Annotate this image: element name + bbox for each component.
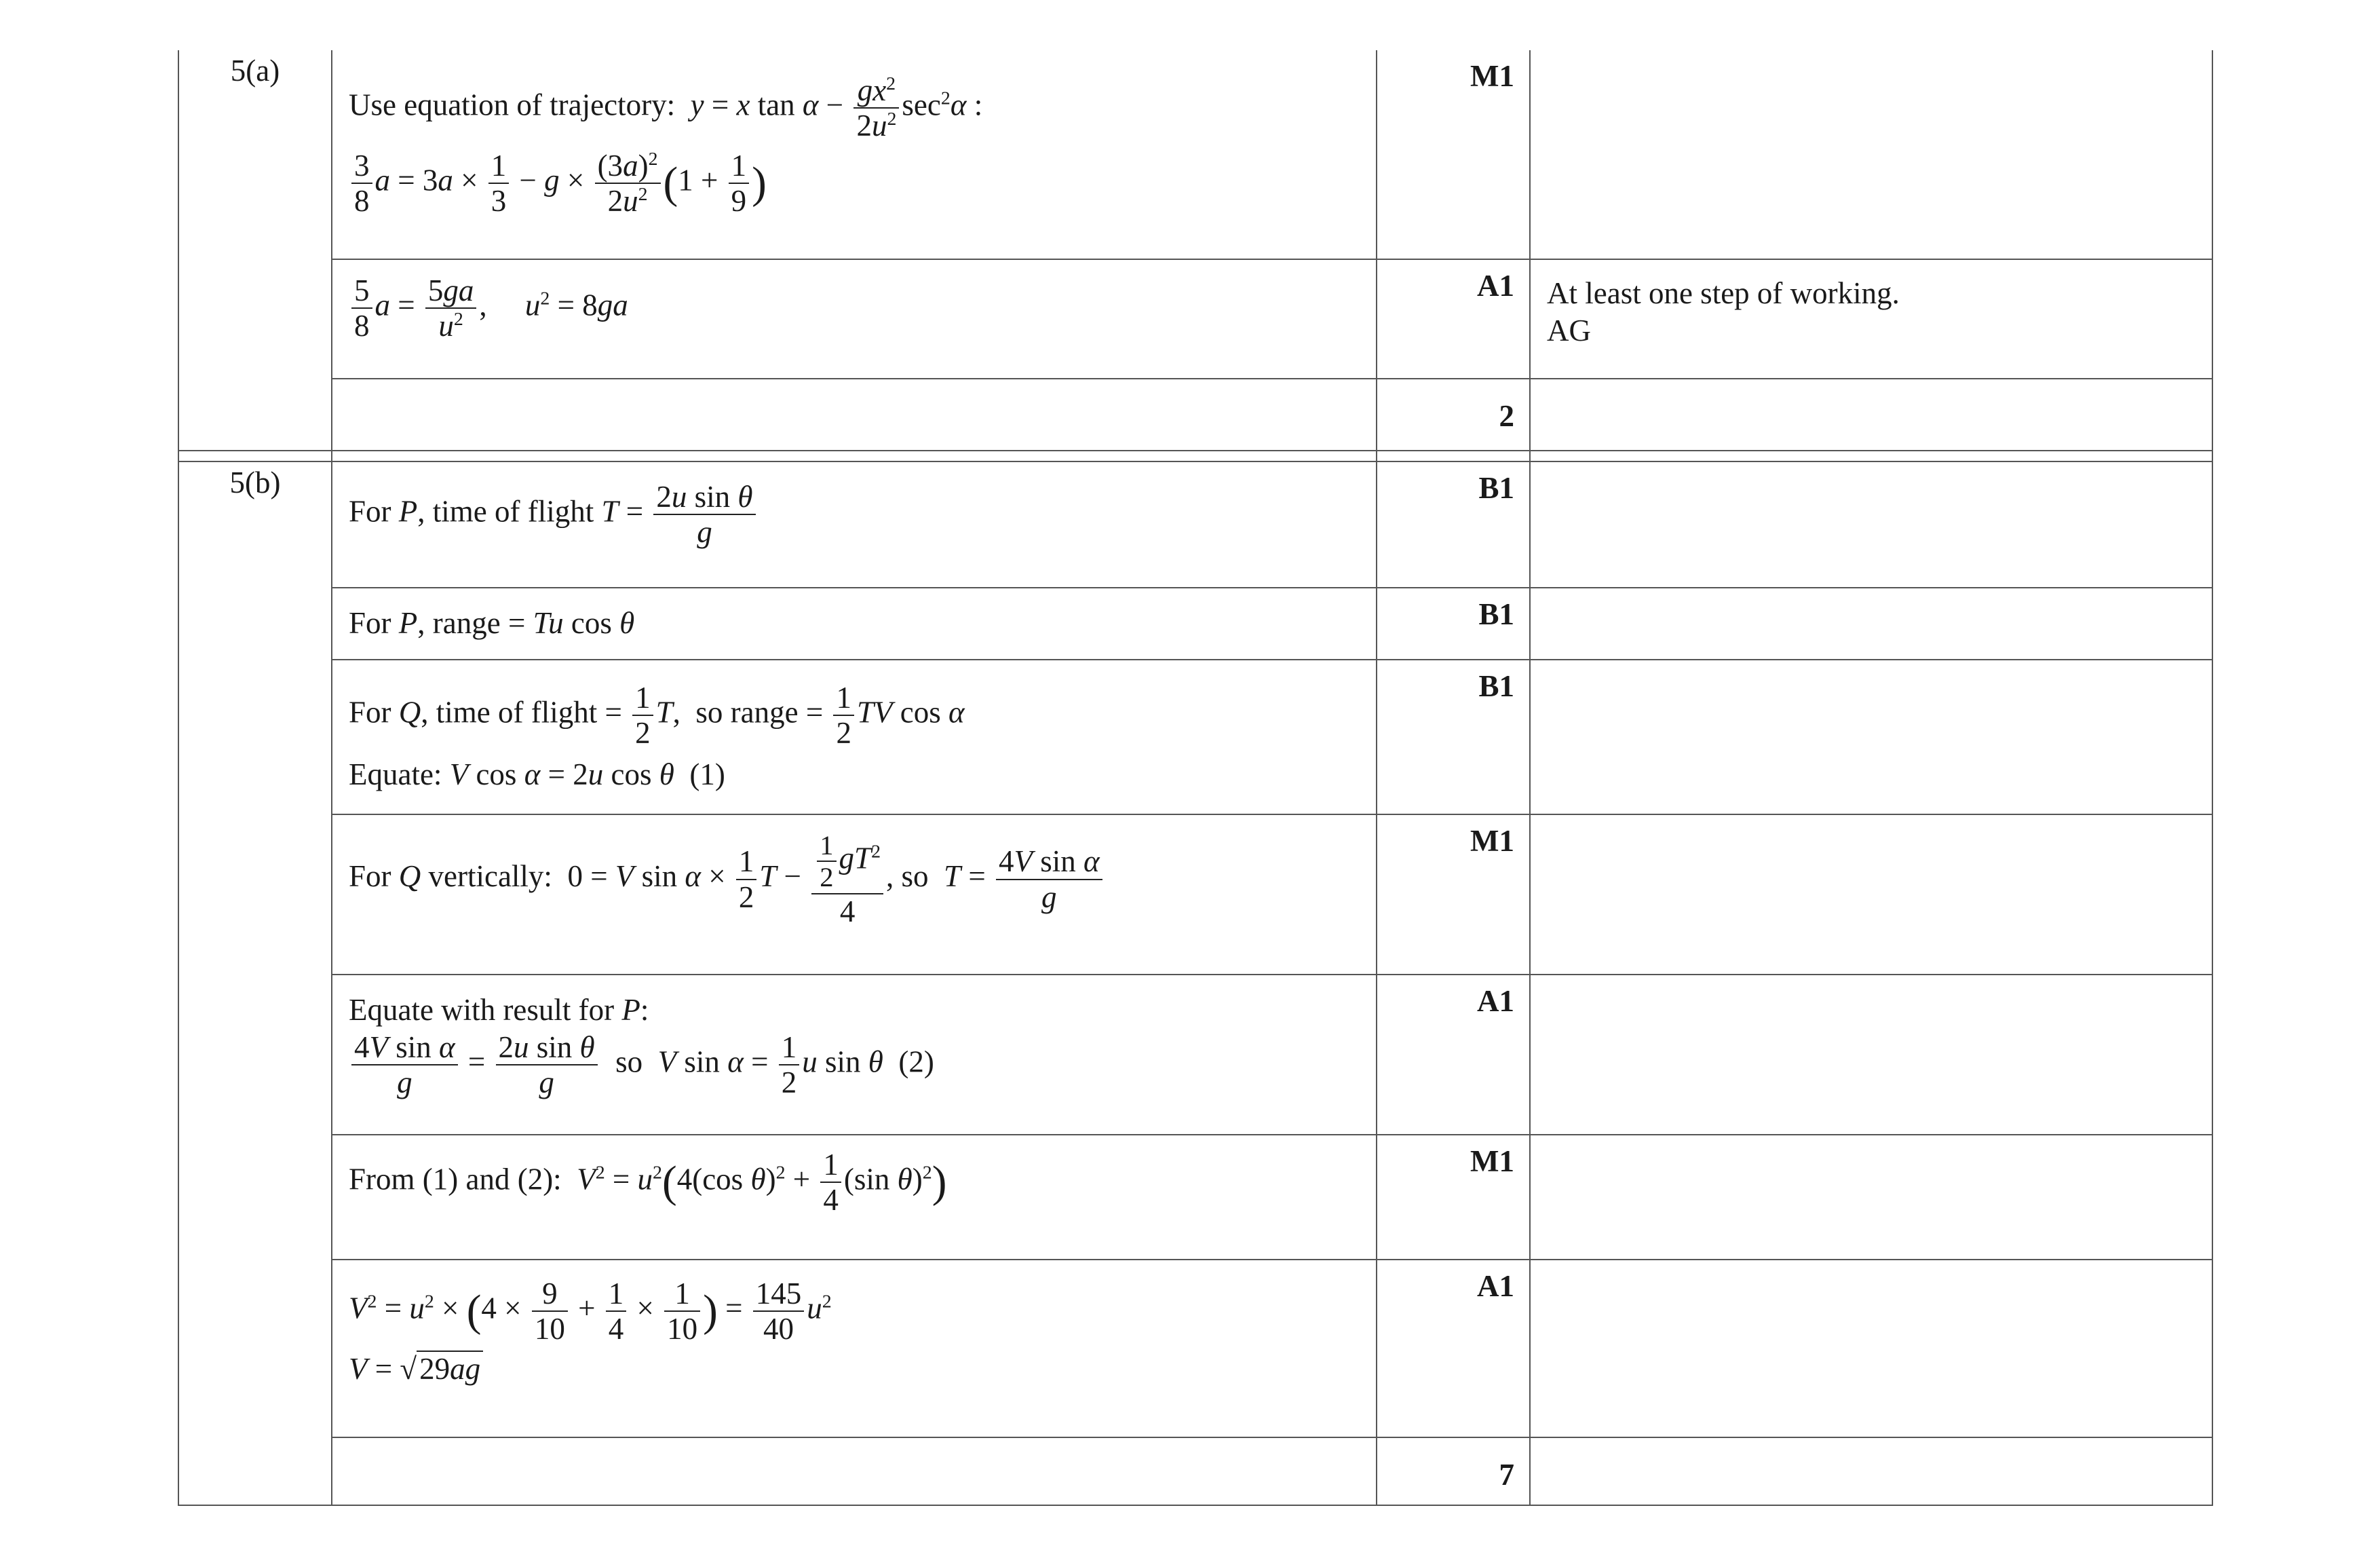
table-row <box>178 379 2212 451</box>
answer-cell: $V^2 = u^2 \times (4$ × $\frac{9}{10}$ + $\frac{1}{4}$ × $\frac{1}{10}$ ) = $\frac{145}{40}$ $u^2$ V = √29ag <box>332 1260 1377 1437</box>
table-row <box>178 1135 2212 1260</box>
answer-text: Equate: <box>349 757 442 791</box>
guidance-text: At least one step of working. <box>1547 276 1900 310</box>
mark-code: B1 <box>1377 461 1530 588</box>
table-row <box>178 1437 2212 1505</box>
guidance-cell <box>1530 1260 2212 1437</box>
table-row <box>178 588 2212 660</box>
answer-text: For P, time of flight <box>349 494 594 529</box>
guidance-cell <box>1530 814 2212 975</box>
mark-scheme <box>178 50 2212 1506</box>
answer-text: Use equation of trajectory: <box>349 88 676 122</box>
section-divider <box>178 451 2212 461</box>
guidance-cell <box>1530 588 2212 660</box>
guidance-cell <box>1530 259 2212 379</box>
answer-cell: For Q, time of flight = $\frac{1}{2}$ T, so range = $\frac{1}{2}$ TV cos α Equate: V cos α = 2u cos θ (1) <box>332 660 1377 814</box>
answer-text: For P, range = <box>349 606 526 640</box>
answer-cell: Equate with result for P: $\frac{\text{4V sin α}}{g}$ = $\frac{\text{2u sin θ}}{g}$ so V sin α = $\frac{1}{2}$ u sin θ (2) <box>332 975 1377 1135</box>
table-row <box>178 660 2212 814</box>
total-mark: 2 <box>1377 379 1530 451</box>
question-number: 5(b) <box>178 461 332 1505</box>
table-row <box>178 975 2212 1135</box>
guidance-cell <box>1530 660 2212 814</box>
table-row <box>178 259 2212 379</box>
table-row <box>178 50 2212 259</box>
answer-text: For Q vertically: <box>349 858 552 893</box>
mark-code: A1 <box>1377 975 1530 1135</box>
answer-cell: $\frac{5}{8}$ a = $\frac{5ga}{u^2}$ , $u^2 = 8ga$ <box>332 259 1377 379</box>
guidance-cell <box>1530 461 2212 588</box>
table-row <box>178 461 2212 588</box>
answer-text: so range = <box>695 695 824 730</box>
mark-code: M1 <box>1377 814 1530 975</box>
guidance-text: AG <box>1547 313 1591 347</box>
mark-code: B1 <box>1377 588 1530 660</box>
table-row <box>178 814 2212 975</box>
answer-text: For Q, time of flight = <box>349 695 622 730</box>
guidance-cell <box>1530 50 2212 259</box>
guidance-cell <box>1530 379 2212 451</box>
mark-scheme-table <box>178 50 2213 1506</box>
answer-text: From (1) and (2): <box>349 1162 562 1196</box>
answer-cell <box>332 1437 1377 1505</box>
guidance-cell <box>1530 975 2212 1135</box>
mark-code: A1 <box>1377 259 1530 379</box>
answer-cell: For P, time of flight T = $\frac{\text{2u sin θ}}{g}$ <box>332 461 1377 588</box>
guidance-cell <box>1530 1135 2212 1260</box>
mark-code: M1 <box>1377 50 1530 259</box>
mark-code: M1 <box>1377 1135 1530 1260</box>
answer-cell: From (1) and (2): $V^2 = u^2(4(\cos$ θ)$^2$ + $\frac{1}{4}$ (sin θ)$^2$) <box>332 1135 1377 1260</box>
table-row <box>178 1260 2212 1437</box>
guidance-cell <box>1530 1437 2212 1505</box>
answer-cell: For P, range = Tu cos θ <box>332 588 1377 660</box>
answer-cell: Use equation of trajectory: y = x tan α − $\frac{gx^2}{2u^2}$ $\sec^2\alpha$ : $\frac{3}{8}$ a = 3a × $\frac{1}{3}$ − g × $\frac{(3a)^2}{2u^2}$ (1 + $\frac{1}{9}$ ) <box>332 50 1377 259</box>
mark-code: B1 <box>1377 660 1530 814</box>
answer-cell <box>332 379 1377 451</box>
answer-text: Equate with result for P: <box>349 993 649 1027</box>
total-mark: 7 <box>1377 1437 1530 1505</box>
question-number: 5(a) <box>178 50 332 451</box>
answer-cell: For Q vertically: 0 = V sin α × $\frac{1}{2}$ T − $\frac{1}{2}$ $gT^2$ 4 , so T = $\frac{\text{4V sin α}}{g}$ <box>332 814 1377 975</box>
mark-code: A1 <box>1377 1260 1530 1437</box>
